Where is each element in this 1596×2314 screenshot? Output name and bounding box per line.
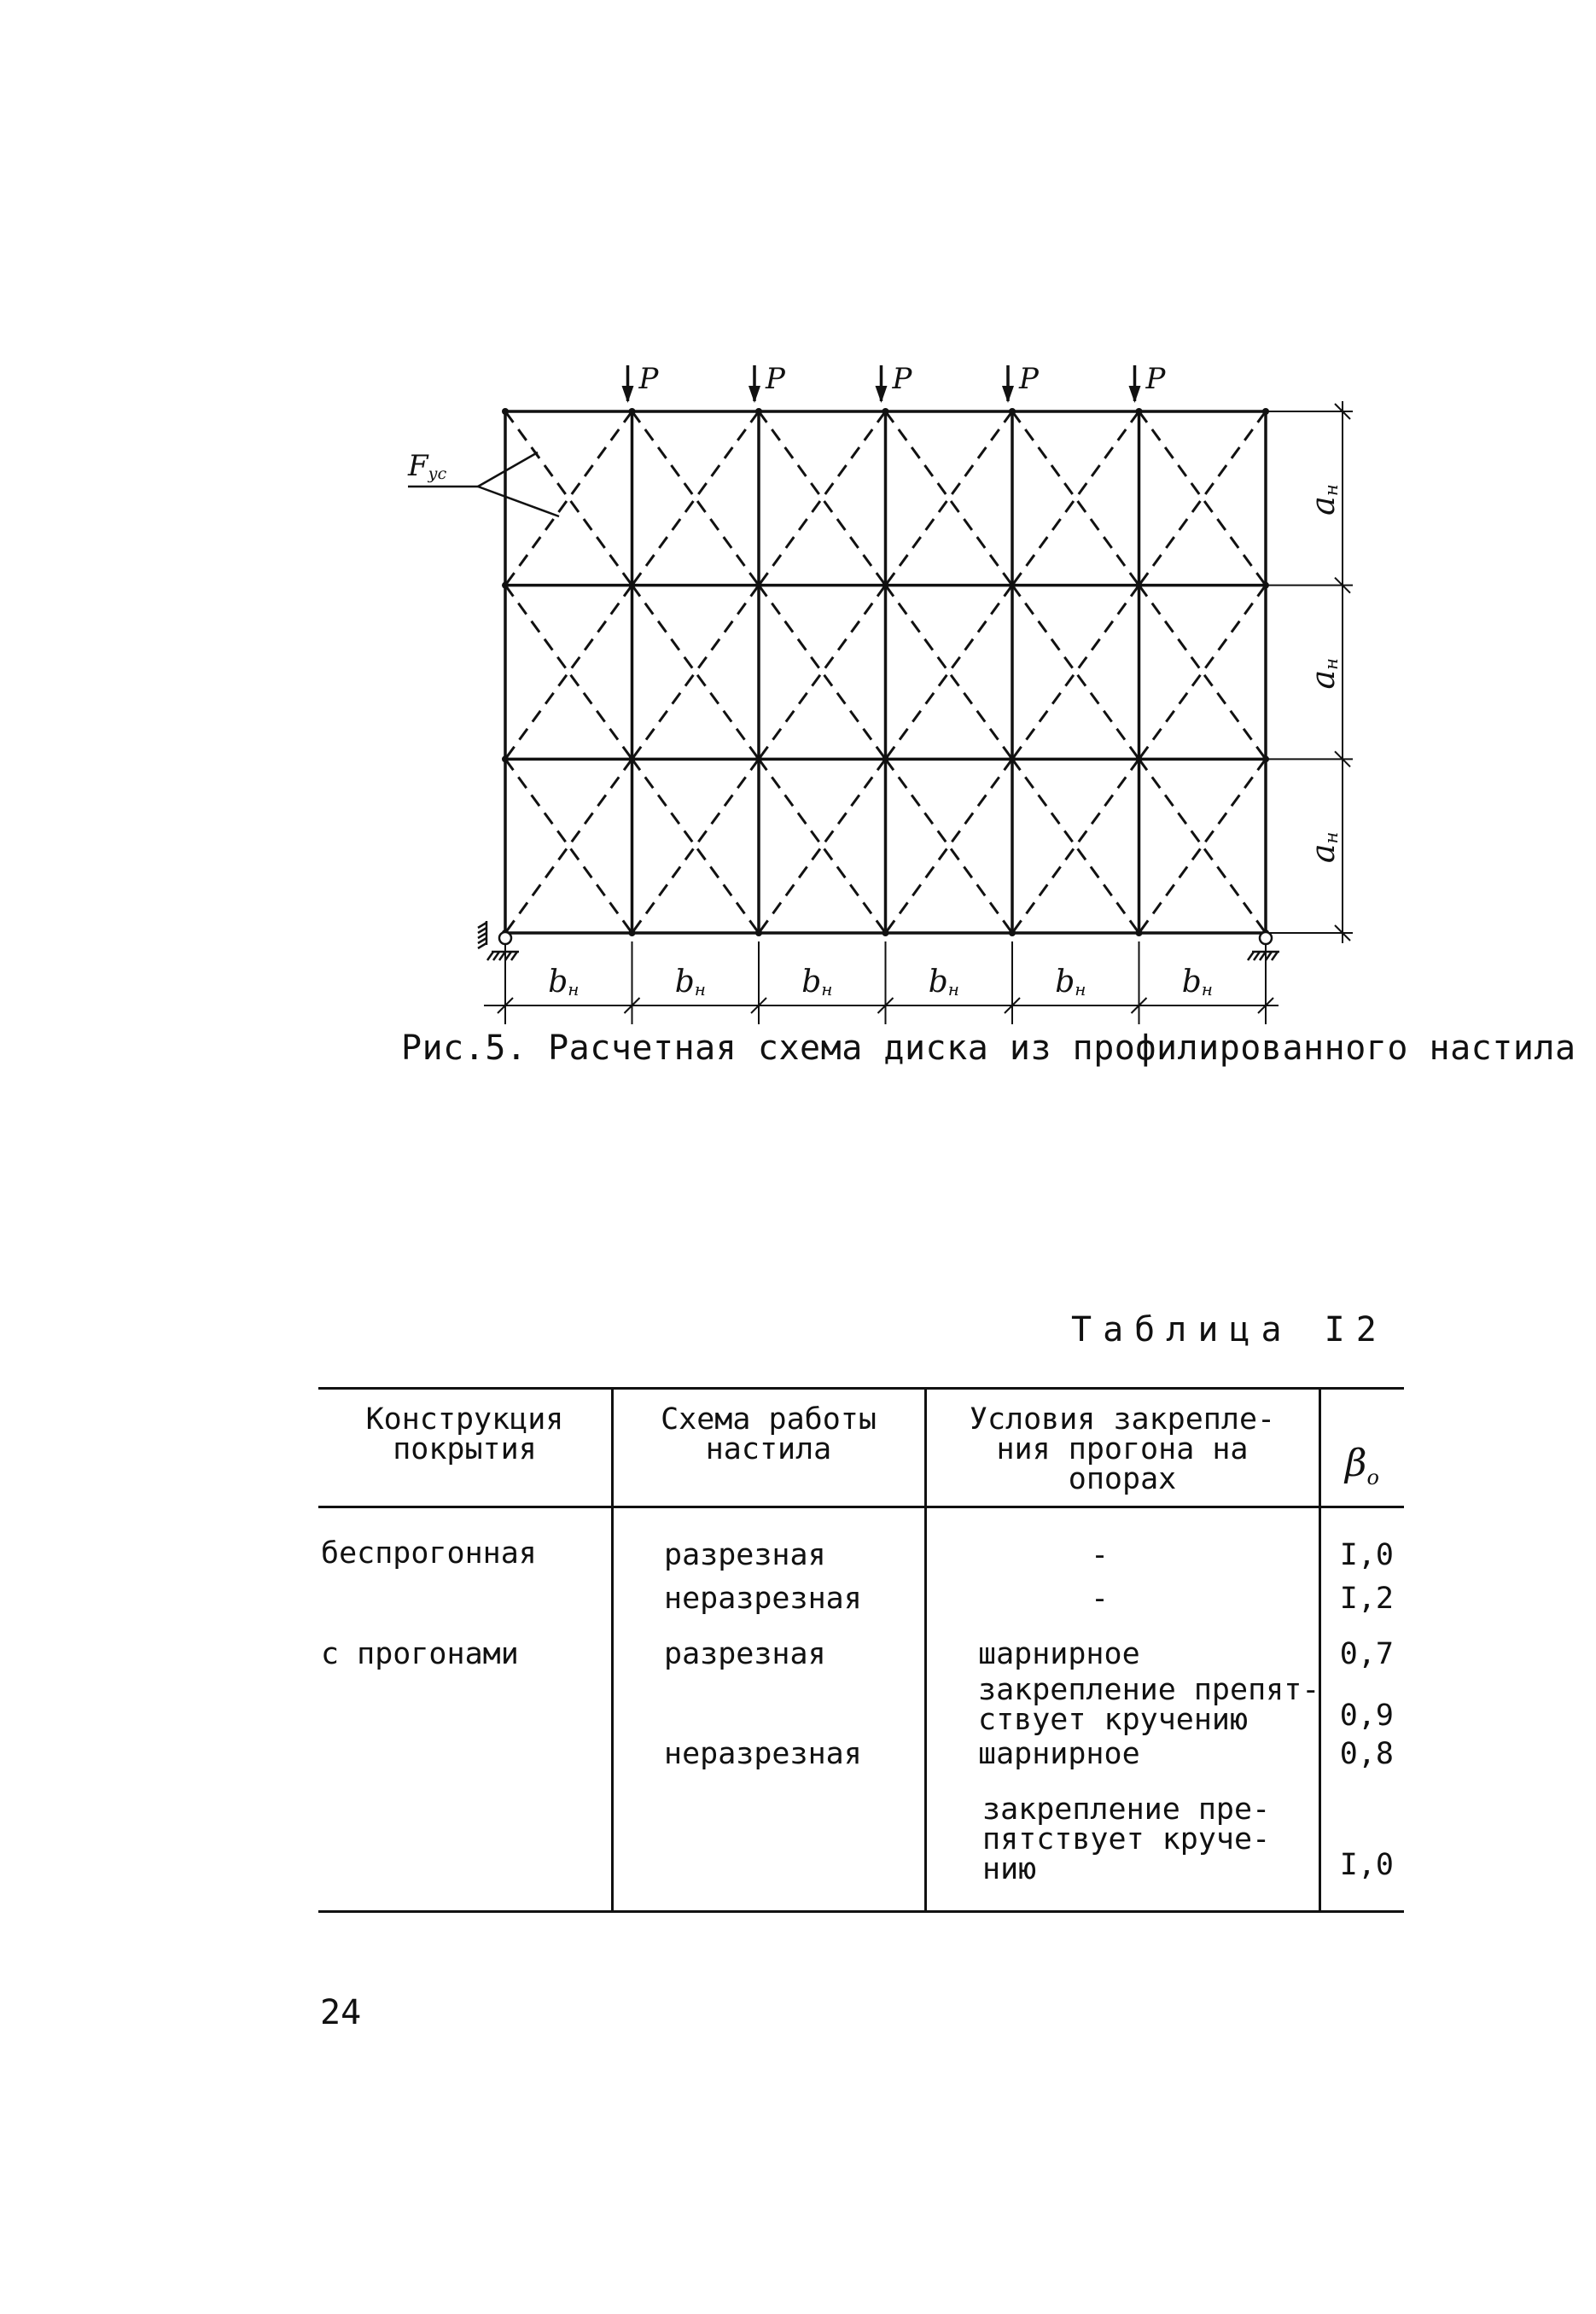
force-label: Fус	[408, 449, 447, 483]
supports	[478, 921, 1279, 960]
table-cell-beta: I,2	[1339, 1582, 1394, 1616]
load-arrow-head	[1129, 386, 1141, 403]
right-support-hatch	[1260, 952, 1266, 960]
left-support	[499, 932, 511, 944]
table-cell-scheme: разрезная	[664, 1637, 826, 1671]
table-cell-beta: 0,9	[1339, 1699, 1394, 1733]
table-cell-scheme: разрезная	[664, 1538, 826, 1572]
load-label: P	[638, 362, 659, 396]
width-dimension-label: bн	[1055, 965, 1086, 1000]
beta-subscript: о	[1366, 1465, 1379, 1489]
width-dimension-label: bн	[928, 965, 959, 1000]
header-divider	[318, 1506, 1404, 1508]
height-dimension-label: aн	[1304, 658, 1342, 690]
left-support-side-hatch	[478, 928, 486, 933]
table-title: Таблица I2	[1071, 1310, 1388, 1349]
beta-symbol: β	[1345, 1442, 1367, 1485]
table-cell-condition: шарнирное	[978, 1737, 1140, 1771]
load-label: P	[1019, 362, 1039, 396]
figure-caption: Рис.5. Расчетная схема диска из профилированного настила	[401, 1029, 1576, 1068]
force-callout	[407, 449, 559, 516]
table-cell-scheme: неразрезная	[664, 1582, 862, 1616]
right-support-hatch	[1254, 952, 1260, 960]
left-support-side-hatch	[478, 933, 486, 938]
table-cell-condition: закрепление препят- ствует кручению	[978, 1673, 1320, 1737]
left-support-hatch	[499, 952, 505, 960]
width-dimension-label: bн	[674, 965, 706, 1000]
height-dimension-label: aн	[1304, 484, 1342, 516]
table-cell-condition: -	[1091, 1582, 1110, 1616]
truss-grid-solid	[502, 408, 1269, 936]
right-support-hatch	[1248, 952, 1254, 960]
right-support-hatch	[1266, 952, 1272, 960]
load-arrow-head	[622, 386, 634, 403]
load-arrows	[622, 362, 1167, 403]
right-support	[1260, 932, 1272, 944]
header-beta	[1320, 1419, 1404, 1493]
beta-table	[318, 1387, 1404, 1913]
load-arrow-head	[748, 386, 760, 403]
table-cell-construction: с прогонами	[321, 1637, 519, 1671]
table-cell-condition: шарнирное	[978, 1637, 1140, 1671]
load-arrow-head	[1002, 386, 1014, 403]
force-leader	[478, 452, 538, 487]
load-label: P	[766, 362, 785, 396]
left-support-hatch	[505, 952, 511, 960]
table-cell-beta: I,0	[1339, 1848, 1394, 1882]
design-scheme-figure	[0, 0, 1596, 1110]
width-dimension-label: bн	[548, 965, 580, 1000]
table-cell-beta: 0,8	[1339, 1737, 1394, 1771]
load-label: P	[892, 362, 912, 396]
force-leader	[478, 487, 559, 516]
left-support-side-hatch	[478, 943, 486, 948]
table-cell-beta: I,0	[1339, 1538, 1394, 1572]
left-support-side-hatch	[478, 923, 486, 928]
height-dimension-label: aн	[1304, 831, 1342, 864]
left-support-hatch	[493, 952, 499, 960]
left-support-hatch	[511, 952, 517, 960]
width-dimension-label: bн	[801, 965, 833, 1000]
header-construction: Конструкция покрытия	[365, 1402, 564, 1466]
left-support-side-hatch	[478, 938, 486, 943]
left-support-hatch	[487, 952, 493, 960]
header-condition: Условия закрепле- ния прогона на опорах	[969, 1402, 1276, 1496]
table-cell-condition: закрепление пре- пятствует круче- нию	[982, 1792, 1271, 1886]
right-support-hatch	[1272, 952, 1278, 960]
page-number: 24	[320, 1993, 362, 2032]
load-arrow-head	[876, 386, 888, 403]
dimension-labels	[548, 484, 1342, 1000]
header-scheme: Схема работы настила	[661, 1402, 877, 1466]
table-cell-construction: беспрогонная	[321, 1536, 537, 1571]
table-cell-scheme: неразрезная	[664, 1737, 862, 1771]
table-cell-condition: -	[1091, 1538, 1110, 1572]
load-label: P	[1145, 362, 1166, 396]
col-divider	[611, 1390, 614, 1910]
width-dimension-label: bн	[1181, 965, 1213, 1000]
table-cell-beta: 0,7	[1339, 1637, 1394, 1671]
